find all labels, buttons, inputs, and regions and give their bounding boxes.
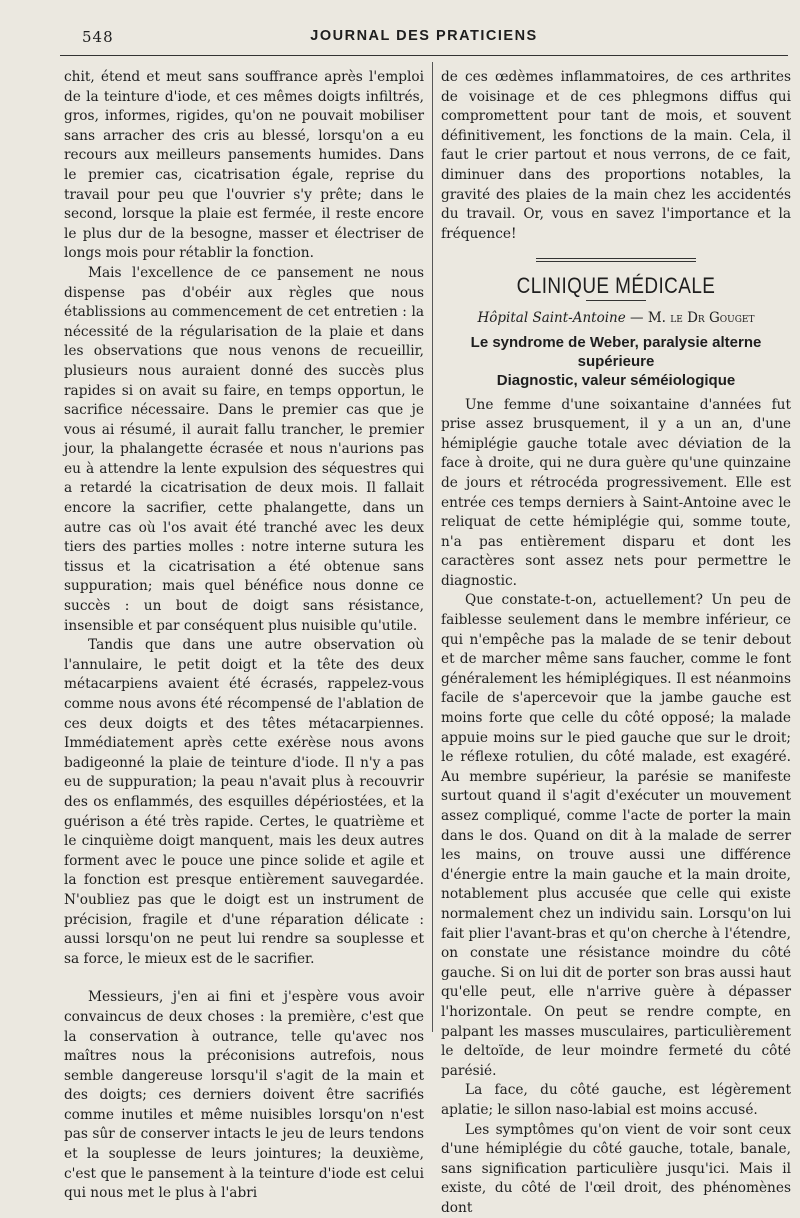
section-title: CLINIQUE MÉDICALE	[466, 276, 767, 296]
article-subtitle: Diagnostic, valeur séméiologique	[441, 371, 791, 390]
right-paragraph: La face, du côté gauche, est légèrement aplatie; le sillon naso-labial est moins accusé.	[441, 1081, 791, 1120]
title-underline	[586, 300, 646, 301]
header-rule	[60, 55, 788, 56]
right-paragraph: Les symptômes qu'on vient de voir sont ceux d'une hémiplégie du côté gauche, totale, banale, sans signification particulière jusqu'ici. Mais il existe, du côté de l'œil droit, des phénomènes dont	[441, 1121, 791, 1218]
page-number: 548	[82, 28, 114, 46]
right-column	[441, 68, 791, 1218]
journal-title: JOURNAL DES PRATICIENS	[60, 28, 788, 44]
left-paragraph: Tandis que dans une autre observation où l'annulaire, le petit doigt et la tête des deux métacarpiens avaient été écrasés, rappelez-vous comme nous avons été récompensé de l'ablation de ces deux doigts et des têtes métacarpiennes. Immédiatement après cette exérèse nous avons badigeonné la plaie de teinture d'iode. Il n'y a pas eu de suppuration; la peau n'avait plus à recouvrir des os enflammés, des esquilles dépériostées, et la guérison a été très rapide. Certes, le quatrième et le cinquième doigt manquent, mais les deux autres forment avec le pouce une pince solide et agile et la fonction est presque entièrement sauvegardée. N'oubliez pas que le doigt est un instrument de précision, fragile et d'une réparation délicate : aussi lorsqu'on ne peut lui rendre sa souplesse et sa force, le mieux est de le sacrifier.	[64, 636, 424, 969]
hospital-separator: —	[626, 310, 648, 326]
section-rule	[536, 261, 696, 262]
hospital-name: Hôpital Saint-Antoine	[478, 310, 626, 326]
left-paragraph: chit, étend et meut sans souffrance après l'emploi de la teinture d'iode, et ces mêmes doigts infiltrés, gros, informes, rigides, qu'on ne pouvait mobiliser sans arracher des cris au blessé, lorsqu'on a eu recours aux meilleurs pansements humides. Dans le premier cas, cicatrisation égale, reprise du travail pour peu que l'ouvrier s'y prête; dans le second, lorsque la plaie est fermée, il reste encore le plus dur de la besogne, masser et électriser de longs mois pour rétablir la fonction.	[64, 68, 424, 264]
article-title: Le syndrome de Weber, paralysie alterne supérieure	[441, 333, 791, 371]
left-paragraph: Messieurs, j'en ai fini et j'espère vous avoir convaincus de deux choses : la première, c'est que la conservation à outrance, telle qu'avec nos maîtres nous la préconisions autrefois, nous semble dangereuse lorsqu'il s'agit de la main et des doigts; ces derniers doivent être sacrifiés comme inutiles et même nuisibles lorsqu'on n'est pas sûr de conserver intacts le jeu de leurs tendons et la souplesse de leurs jointures; la deuxième, c'est que le pansement à la teinture d'iode est celui qui nous met le plus à l'abri	[64, 988, 424, 1204]
section-rule	[536, 258, 696, 259]
column-divider	[432, 62, 433, 1032]
running-header	[60, 28, 788, 54]
left-column	[64, 68, 424, 1204]
doctor-name: M. le Dr Gouget	[648, 310, 755, 326]
continuation-paragraph: de ces œdèmes inflammatoires, de ces arthrites de voisinage et de ces phlegmons diffus qui compromettent pour tant de mois, et souvent définitivement, les fonctions de la main. Cela, il faut le crier partout et nous verrons, de ce fait, diminuer dans des proportions notables, la gravité des plaies de la main chez les accidentés du travail. Or, vous en savez l'importance et la fréquence!	[441, 68, 791, 244]
hospital-line	[441, 309, 791, 329]
left-paragraph: Mais l'excellence de ce pansement ne nous dispense pas d'obéir aux règles que nous établissions au commencement de cet entretien : la nécessité de la régularisation de la plaie et dans les observations que nous venons de recueillir, plusieurs nous auraient donné des succès plus rapides si on avait su faire, en temps opportun, le sacrifice nécessaire. Dans le premier cas que je vous ai résumé, il aurait fallu trancher, le premier jour, la phalangette écrasée et nous n'aurions pas eu à attendre la lente expulsion des séquestres qui a retardé la cicatrisation de deux mois. Il fallait encore la sacrifier, cette phalangette, dans un autre cas où l'os avait été tranché avec les deux tiers des parties molles : notre interne sutura les tissus et la cicatrisation a été obtenue sans suppuration; mais quel bénéfice nous donne ce succès : un bout de doigt sans résistance, insensible et par conséquent plus nuisible qu'utile.	[64, 264, 424, 636]
right-paragraph: Une femme d'une soixantaine d'années fut prise assez brusquement, il y a un an, d'une hémiplégie gauche totale avec déviation de la face à droite, qui ne dura guère qu'une quinzaine de jours et rétrocéda progressivement. Elle est entrée ces temps derniers à Saint-Antoine avec le reliquat de cette hémiplégie qui, somme toute, n'a pas entièrement disparu et dont les caractères sont assez nets pour permettre le diagnostic.	[441, 396, 791, 592]
right-paragraph: Que constate-t-on, actuellement? Un peu de faiblesse seulement dans le membre inférieur, ce qui n'empêche pas la malade de se tenir debout et de marcher même sans faucher, comme le font généralement les hémiplégiques. Il est néanmoins facile de s'apercevoir que la jambe gauche est moins forte que celle du côté opposé; la malade appuie moins sur le pied gauche que sur le droit; le réflexe rotulien, du côté malade, est exagéré. Au membre supérieur, la parésie se manifeste surtout quand il s'agit d'exécuter un mouvement assez compliqué, comme l'acte de porter la main dans le dos. Quand on dit à la malade de serrer les mains, on trouve aussi une différence d'énergie entre la main gauche et la main droite, notablement plus accusée que celle qui existe normalement chez un individu sain. Lorsqu'on lui fait plier l'avant-bras et qu'on cherche à l'étendre, on constate une résistance moindre du côté gauche. Si on lui dit de porter son bras aussi haut qu'elle peut, elle n'arrive guère à dépasser l'horizontale. On peut se rendre compte, en palpant les masses musculaires, particulièrement le deltoïde, de leur moindre fermeté du côté parésié.	[441, 591, 791, 1081]
